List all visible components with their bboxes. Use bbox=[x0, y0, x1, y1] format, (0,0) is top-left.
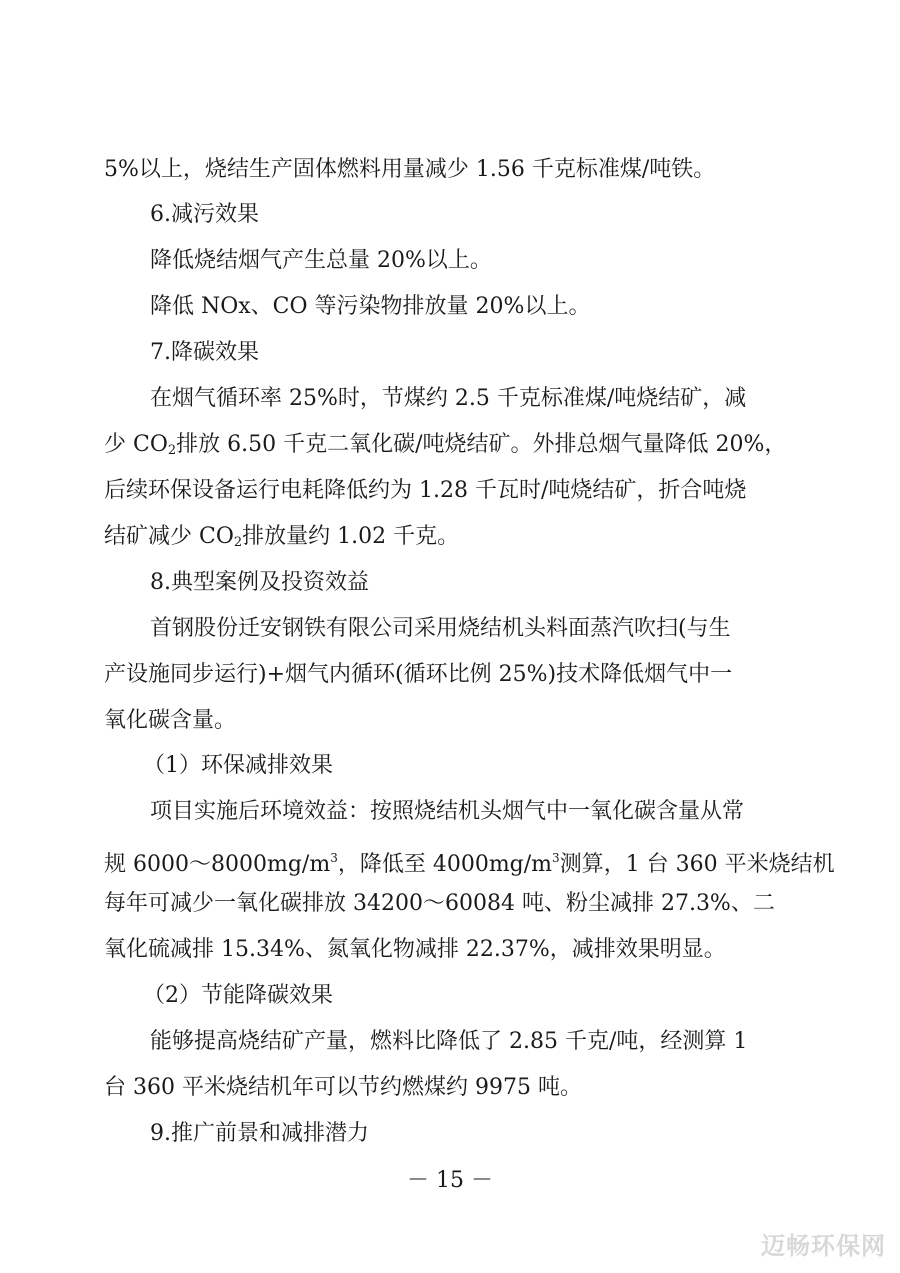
paragraph-line: 能够提高烧结矿产量，燃料比降低了 2.85 千克/吨，经测算 1 bbox=[150, 1029, 748, 1054]
paragraph-line: 降低 NOx、CO 等污染物排放量 20%以上。 bbox=[150, 294, 591, 319]
text-span: ，降低至 4000mg/m bbox=[337, 852, 553, 877]
superscript: 3 bbox=[330, 851, 338, 865]
paragraph-line: 降低烧结烟气产生总量 20%以上。 bbox=[150, 248, 492, 273]
text-span: 规 6000～8000mg/m bbox=[104, 852, 331, 877]
section-heading: 9.推广前景和减排潜力 bbox=[150, 1121, 369, 1146]
paragraph-line bbox=[104, 843, 835, 880]
watermark-logo: 迈畅环保网 bbox=[761, 1232, 886, 1260]
paragraph-line: 在烟气循环率 25%时，节煤约 2.5 千克标准煤/吨烧结矿，减 bbox=[150, 386, 747, 411]
text-span: 结矿减少 CO bbox=[104, 524, 234, 549]
paragraph-line bbox=[104, 430, 804, 466]
text-span: 测算，1 台 360 平米烧结机 bbox=[559, 852, 835, 877]
text-span: 少 CO bbox=[104, 432, 168, 457]
paragraph-line: 后续环保设备运行电耗降低约为 1.28 千瓦时/吨烧结矿，折合吨烧 bbox=[104, 478, 747, 503]
subscript: 2 bbox=[167, 443, 177, 458]
subsection-heading: （1）环保减排效果 bbox=[143, 753, 333, 778]
paragraph-line: 氧化碳含量。 bbox=[104, 708, 237, 733]
paragraph-line: 氧化硫减排 15.34%、氮氧化物减排 22.37%，减排效果明显。 bbox=[104, 937, 726, 962]
paragraph-line: 台 360 平米烧结机年可以节约燃煤约 9975 吨。 bbox=[104, 1075, 582, 1100]
paragraph-line: 5%以上，烧结生产固体燃料用量减少 1.56 千克标准煤/吨铁。 bbox=[104, 157, 716, 182]
section-heading: 6.减污效果 bbox=[150, 202, 259, 227]
paragraph-line: 产设施同步运行)+烟气内循环(循环比例 25%)技术降低烟气中一 bbox=[104, 662, 733, 687]
paragraph-line bbox=[104, 522, 804, 558]
superscript: 3 bbox=[552, 851, 560, 865]
text-span: 排放量约 1.02 千克。 bbox=[242, 524, 460, 549]
section-heading: 8.典型案例及投资效益 bbox=[150, 570, 369, 595]
page-number: － 15 － bbox=[407, 1168, 493, 1193]
paragraph-line: 项目实施后环境效益：按照烧结机头烟气中一氧化碳含量从常 bbox=[150, 799, 745, 824]
text-span: 排放 6.50 千克二氧化碳/吨烧结矿。外排总烟气量降低 20%， bbox=[176, 432, 787, 457]
paragraph-line: 首钢股份迁安钢铁有限公司采用烧结机头料面蒸汽吹扫(与生 bbox=[150, 616, 731, 641]
subsection-heading: （2）节能降碳效果 bbox=[143, 983, 333, 1008]
paragraph-line: 每年可减少一氧化碳排放 34200～60084 吨、粉尘减排 27.3%、二 bbox=[104, 891, 775, 916]
section-heading: 7.降碳效果 bbox=[150, 340, 259, 365]
subscript: 2 bbox=[233, 535, 243, 550]
